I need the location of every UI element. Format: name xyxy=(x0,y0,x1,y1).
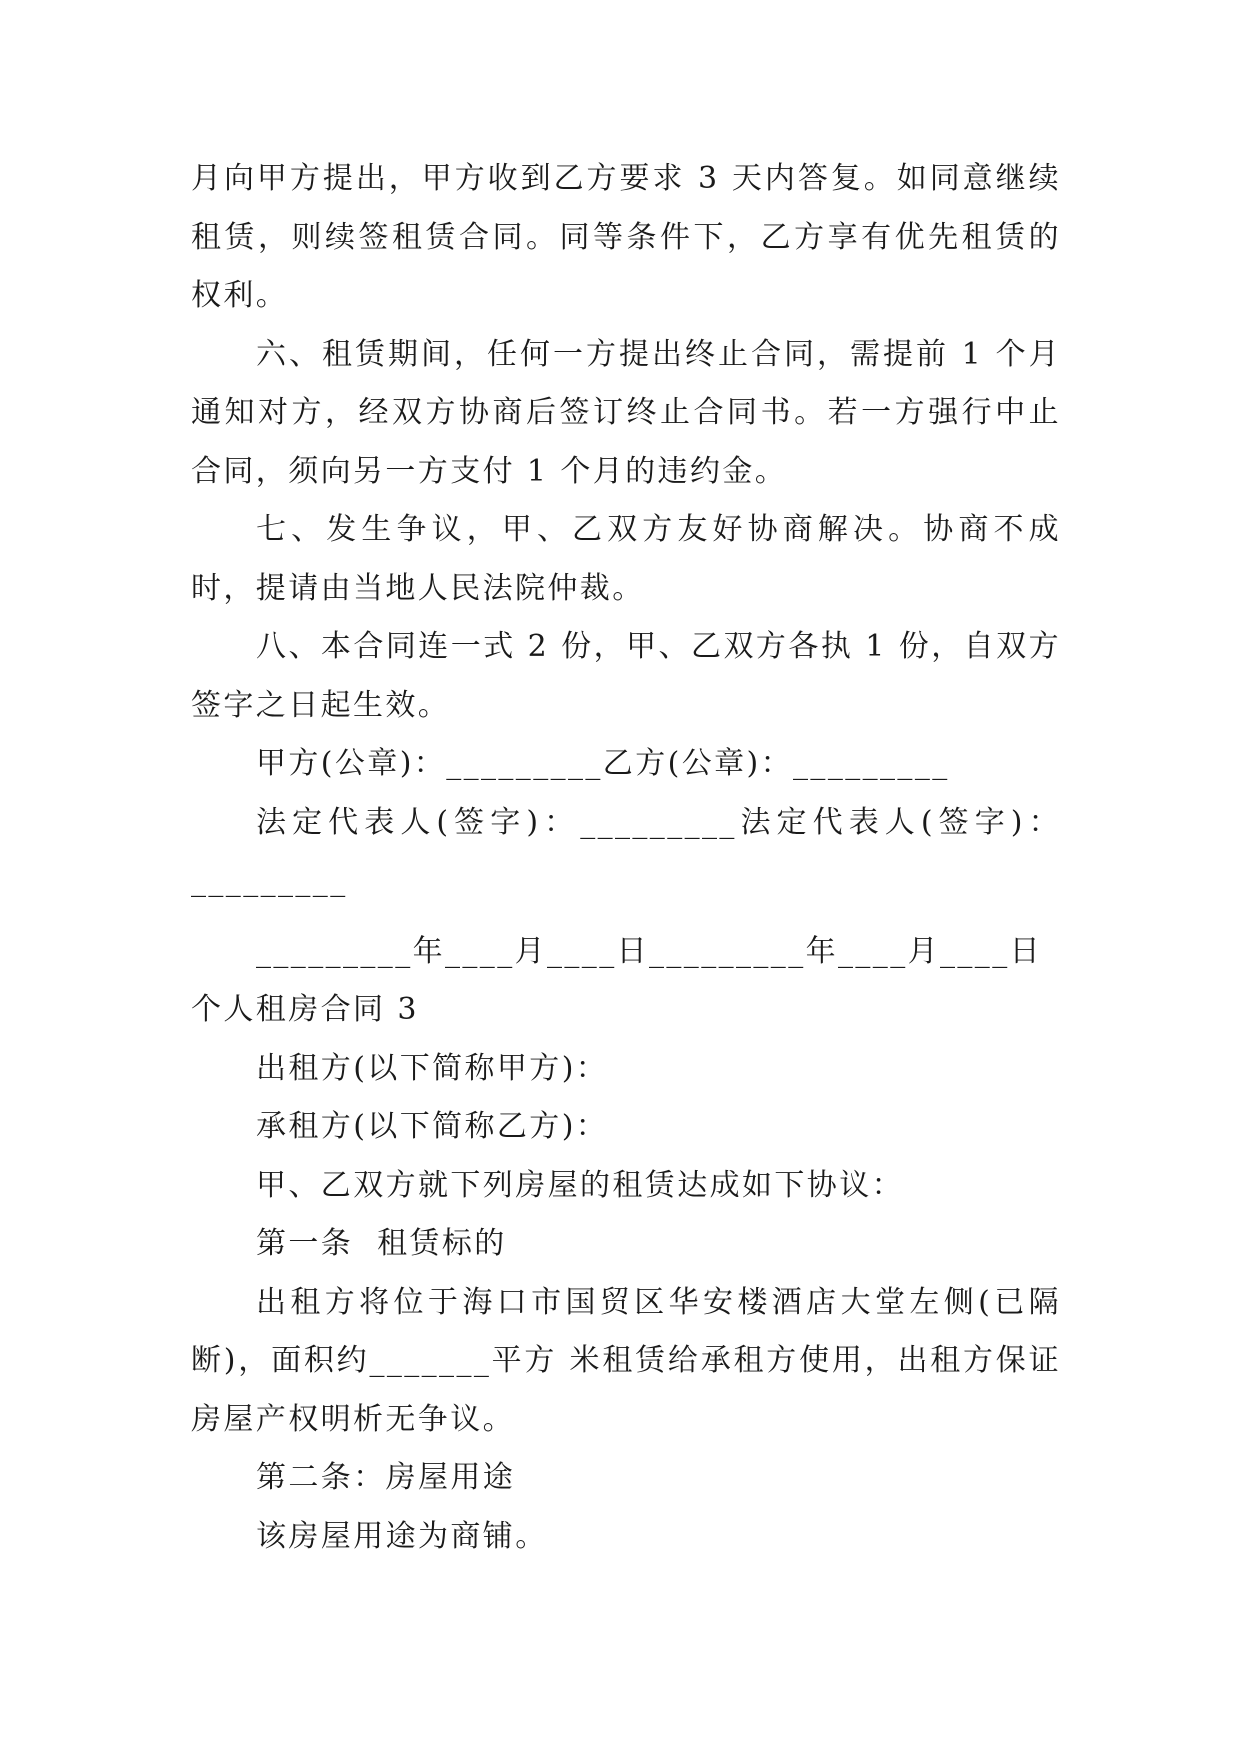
article-1-body: 出租方将位于海口市国贸区华安楼酒店大堂左侧(已隔断)，面积约_______平方 米租赁给承租方使用，出租方保证房屋产权明析无争议。 xyxy=(191,1284,1061,1437)
contract-title: 个人租房合同 3 xyxy=(191,992,419,1027)
paragraph-clause-7-dispute: 七、发生争议，甲、乙双方友好协商解决。协商不成时，提请由当地人民法院仲裁。 xyxy=(191,512,1061,606)
article-2-body: 该房屋用途为商铺。 xyxy=(256,1518,548,1554)
article-2-heading: 第二条：房屋用途 xyxy=(256,1460,516,1495)
signature-seal-line: 甲方(公章)：_________乙方(公章)：_________ xyxy=(256,746,950,781)
paragraph-clause-8-copies: 八、本合同连一式 2 份，甲、乙双方各执 1 份，自双方签字之日起生效。 xyxy=(191,629,1061,723)
paragraph-clause-6-termination: 六、租赁期间，任何一方提出终止合同，需提前 1 个月通知对方，经双方协商后签订终止合同书。若一方强行中止合同，须向另一方支付 1 个月的违约金。 xyxy=(191,336,1061,489)
agreement-intro: 甲、乙双方就下列房屋的租赁达成如下协议： xyxy=(256,1167,904,1203)
article-1-heading: 第一条 租赁标的 xyxy=(256,1226,507,1261)
document-body xyxy=(191,150,1061,1566)
signature-representative-line: 法定代表人(签字)：_________法定代表人(签字)：_________ xyxy=(191,804,1061,898)
signature-date-line: _________年____月____日_________年____月____日 xyxy=(256,933,1042,969)
paragraph-renewal-terms: 月向甲方提出，甲方收到乙方要求 3 天内答复。如同意继续租赁，则续签租赁合同。同等条件下，乙方享有优先租赁的权利。 xyxy=(191,161,1061,313)
lessee-line: 承租方(以下简称乙方)： xyxy=(256,1109,609,1144)
lessor-line: 出租方(以下简称甲方)： xyxy=(256,1050,609,1086)
